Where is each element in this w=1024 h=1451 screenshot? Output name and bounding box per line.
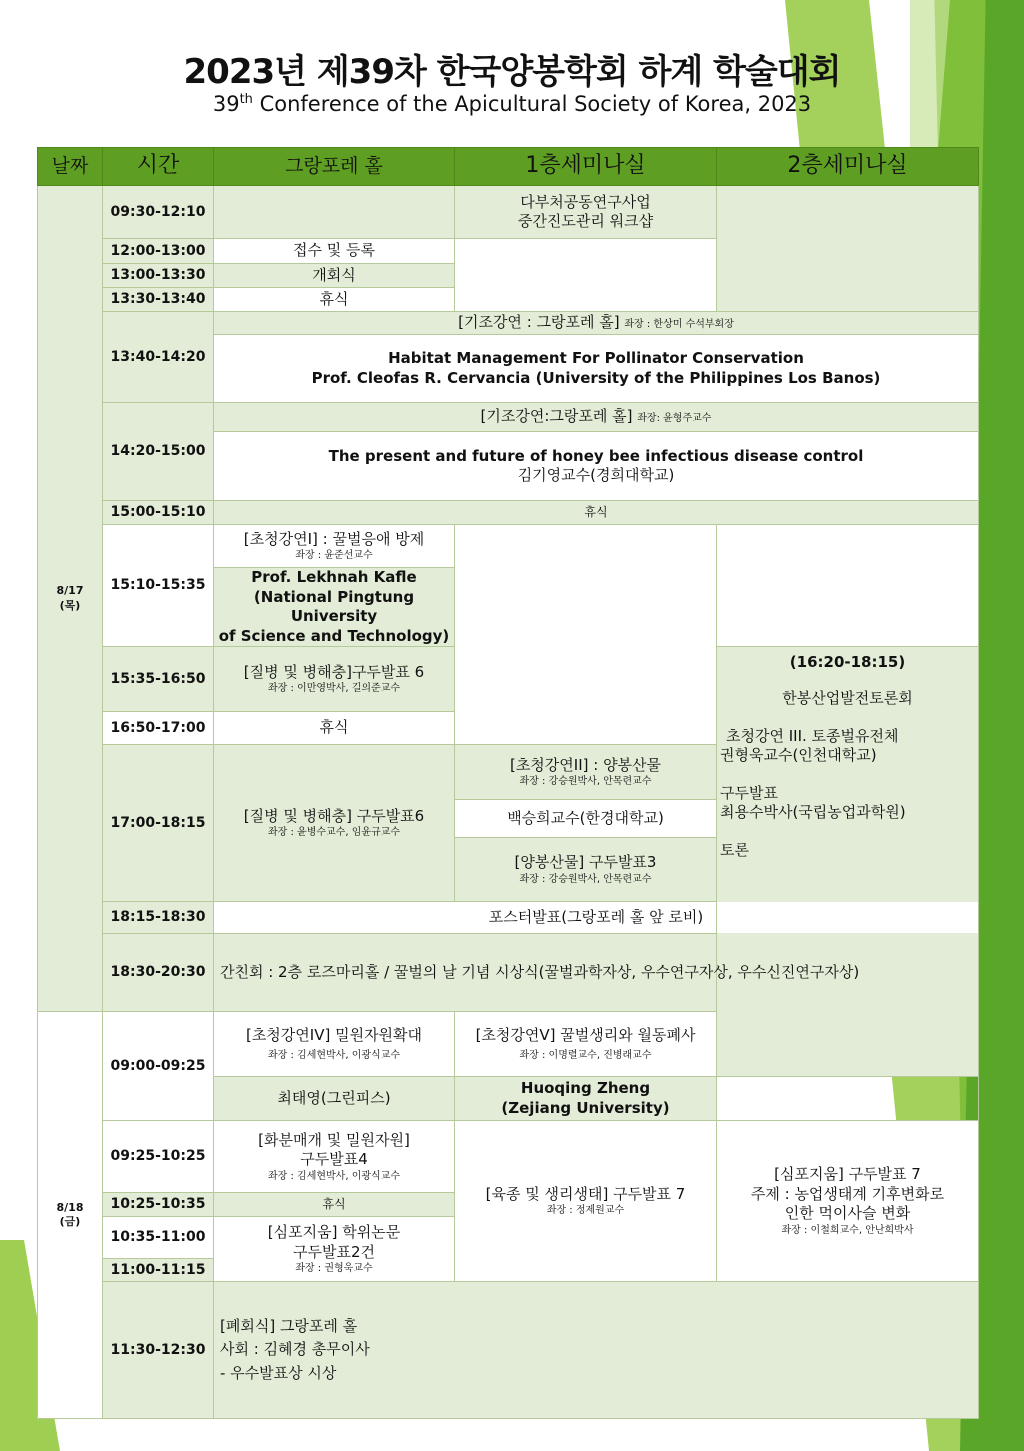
oral7a-session: [육종 및 생리생태] 구두발표 7 좌장 : 정제원교수	[455, 1121, 717, 1282]
oral4-session: [화분매개 및 밀원자원] 구두발표4 좌장 : 김세현박사, 이광식교수	[214, 1121, 455, 1193]
time-slot: 17:00-18:15	[103, 745, 214, 902]
schedule-table	[37, 147, 979, 1419]
time-slot: 10:25-10:35	[103, 1193, 214, 1217]
invited5-speaker: Huoqing Zheng (Zejiang University)	[455, 1077, 717, 1121]
empty-cell	[717, 186, 979, 312]
invited2-speaker: 백승희교수(한경대학교)	[455, 800, 717, 838]
invited5-header: [초청강연V] 꿀벌생리와 월동폐사 좌장 : 이명렬교수, 진병래교수	[455, 1012, 717, 1077]
time-slot: 12:00-13:00	[103, 239, 214, 264]
break: 휴식	[214, 1193, 455, 1217]
time-slot: 13:30-13:40	[103, 288, 214, 312]
oral6a-session: [질병 및 병해충]구두발표 6 좌장 : 이만영박사, 길의준교수	[214, 647, 455, 712]
invited2-header: [초청강연II] : 양봉산물 좌장 : 강승원박사, 안목련교수	[455, 745, 717, 800]
day1-date: 8/17 (목)	[38, 186, 103, 1012]
workshop-session: 다부처공동연구사업 중간진도관리 워크샵	[455, 186, 717, 239]
invited1-speaker: Prof. Lekhnah Kafle (National Pingtung University of Science and Technology)	[214, 568, 455, 647]
empty-cell	[717, 525, 979, 647]
keynote1-talk: Habitat Management For Pollinator Conservation Prof. Cleofas R. Cervancia (University of the Philippines Los Banos)	[214, 335, 979, 403]
header-room2: 2층세미나실	[717, 148, 979, 186]
page-subtitle: 39th Conference of the Apicultural Society of Korea, 2023	[212, 92, 812, 116]
header-room1: 1층세미나실	[455, 148, 717, 186]
invited4-header: [초청강연IV] 밀원자원확대 좌장 : 김세현박사, 이광식교수	[214, 1012, 455, 1077]
opening-ceremony: 개회식	[214, 264, 455, 288]
registration: 접수 및 등록	[214, 239, 455, 264]
header-hall: 그랑포레 홀	[214, 148, 455, 186]
closing-ceremony: [폐회식] 그랑포레 홀 사회 : 김혜경 총무이사 - 우수발표상 시상	[214, 1282, 979, 1419]
break: 휴식	[214, 712, 455, 745]
break: 휴식	[214, 501, 979, 525]
time-slot: 10:35-11:00	[103, 1217, 214, 1259]
keynote2-talk: The present and future of honey bee infectious disease control 김기영교수(경희대학교)	[214, 432, 979, 501]
page-title: 2023년 제39차 한국양봉학회 하계 학술대회	[183, 52, 841, 92]
time-slot: 18:15-18:30	[103, 902, 214, 934]
header-date: 날짜	[38, 148, 103, 186]
empty-cell	[455, 525, 717, 745]
oral6b-session: [질병 및 병해충] 구두발표6 좌장 : 윤병수교수, 임윤규교수	[214, 745, 455, 902]
symposium-thesis: [심포지움] 학위논문 구두발표2건 좌장 : 권형욱교수	[214, 1217, 455, 1282]
invited1-header: [초청강연I] : 꿀벌응애 방제 좌장 : 윤준선교수	[214, 525, 455, 568]
time-slot: 13:40-14:20	[103, 312, 214, 403]
time-slot: 09:30-12:10	[103, 186, 214, 239]
header-time: 시간	[103, 148, 214, 186]
keynote1-header: [기조강연 : 그랑포레 홀] 좌장 : 한상미 수석부회장	[214, 312, 979, 335]
time-slot: 15:35-16:50	[103, 647, 214, 712]
time-slot: 14:20-15:00	[103, 403, 214, 501]
time-slot: 15:10-15:35	[103, 525, 214, 647]
dinner-award: 간친회 : 2층 로즈마리홀 / 꿀벌의 날 기념 시상식(꿀벌과학자상, 우수연구자상, 우수신진연구자상)	[214, 934, 979, 1012]
forum-session: (16:20-18:15) 한봉산업발전토론회 초청강연 III. 토종벌유전체 권형욱교수(인천대학교) 구두발표 최용수박사(국립농업과학원) 토론	[717, 647, 979, 1077]
time-slot: 11:30-12:30	[103, 1282, 214, 1419]
oral3-session: [양봉산물] 구두발표3 좌장 : 강승원박사, 안목련교수	[455, 838, 717, 902]
day2-date: 8/18 (금)	[38, 1012, 103, 1419]
time-slot: 09:25-10:25	[103, 1121, 214, 1193]
break: 휴식	[214, 288, 455, 312]
poster-session: 포스터발표(그랑포레 홀 앞 로비)	[214, 902, 979, 934]
empty-cell	[455, 239, 717, 312]
time-slot: 16:50-17:00	[103, 712, 214, 745]
time-slot: 09:00-09:25	[103, 1012, 214, 1121]
time-slot: 11:00-11:15	[103, 1259, 214, 1282]
invited4-speaker: 최태영(그린피스)	[214, 1077, 455, 1121]
time-slot: 18:30-20:30	[103, 934, 214, 1012]
time-slot: 15:00-15:10	[103, 501, 214, 525]
keynote2-header: [기조강연:그랑포레 홀] 좌장: 윤형주교수	[214, 403, 979, 432]
time-slot: 13:00-13:30	[103, 264, 214, 288]
empty-cell	[214, 186, 455, 239]
symposium7-session: [심포지움] 구두발표 7 주제 : 농업생태계 기후변화로 인한 먹이사슬 변화 좌장 : 이철희교수, 안난희박사	[717, 1121, 979, 1282]
